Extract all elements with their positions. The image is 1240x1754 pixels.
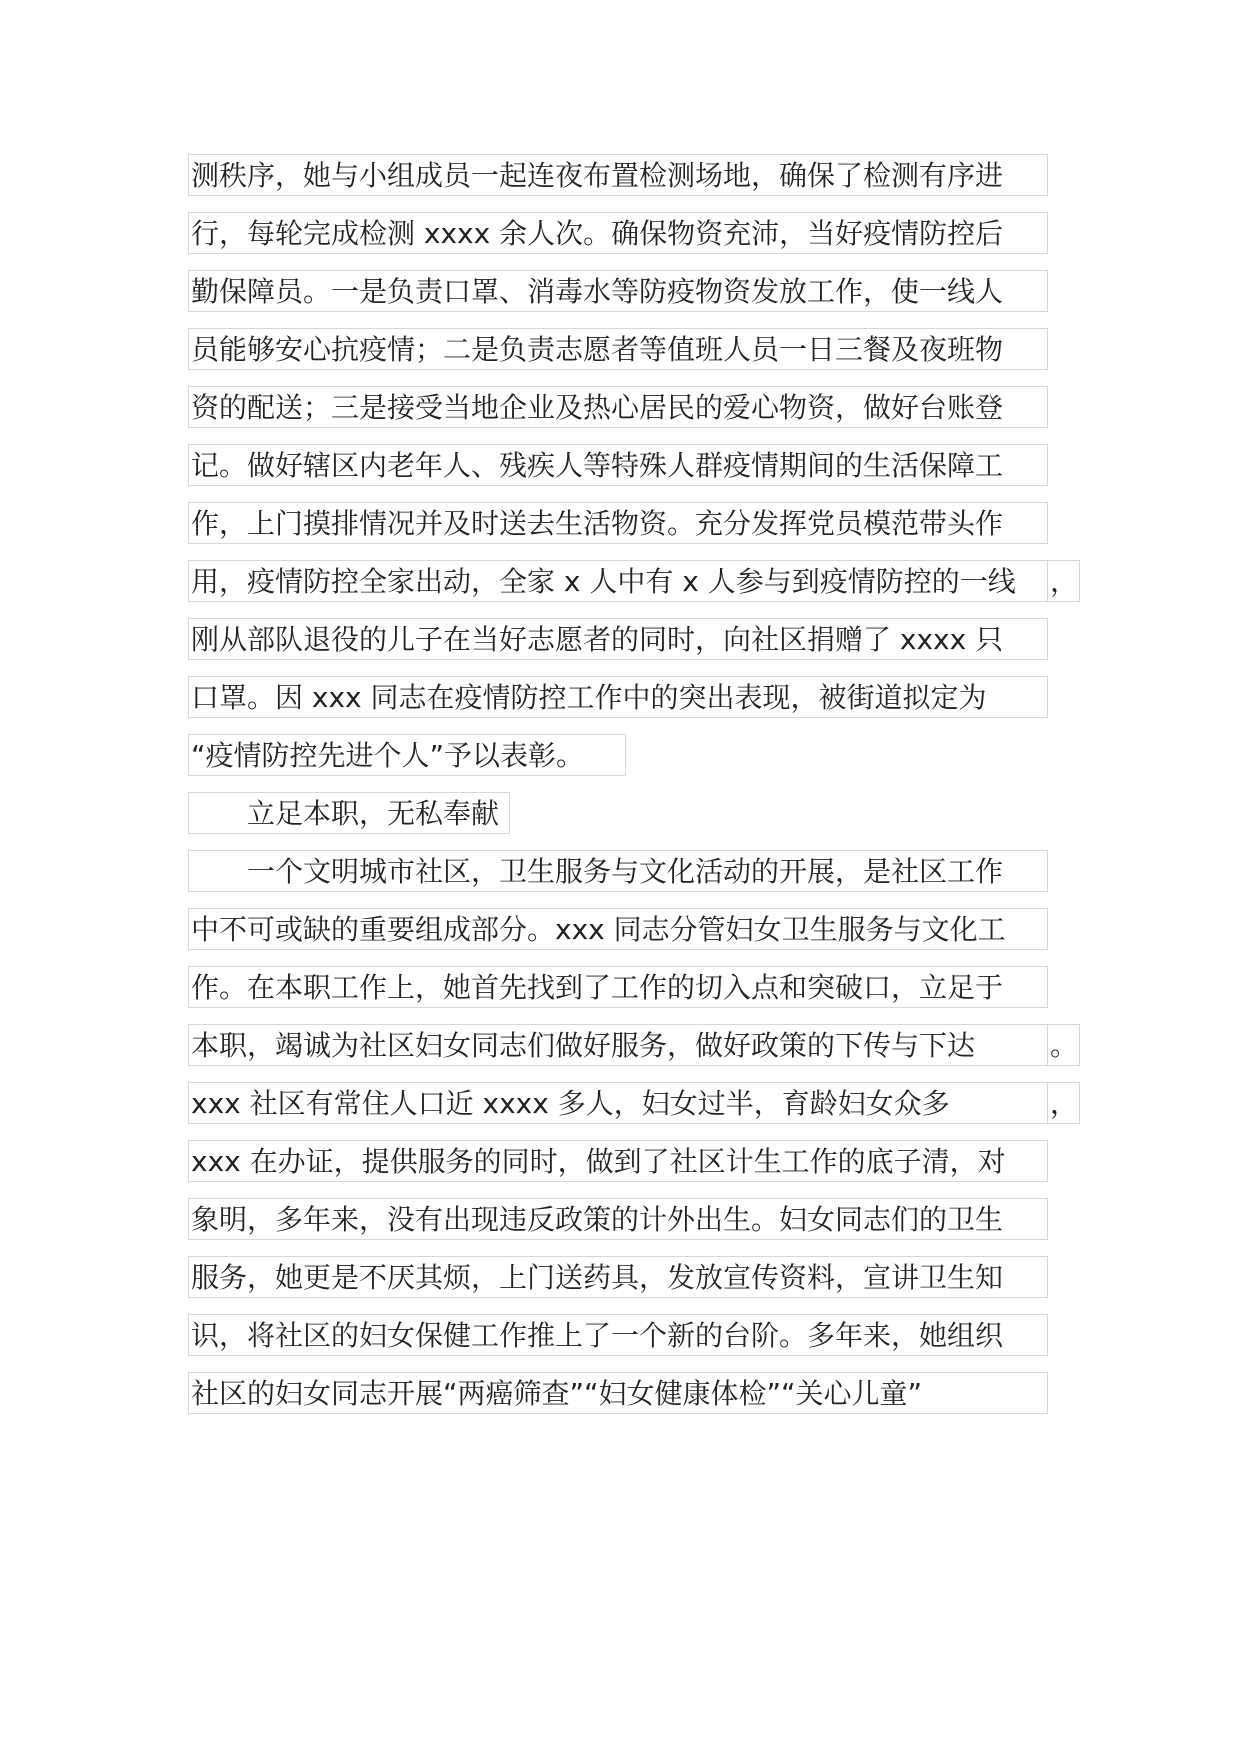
text-line-9: 刚从部队退役的儿子在当好志愿者的同时，向社区捐赠了 xxxx 只 — [188, 618, 1048, 660]
text-line-16: 本职，竭诚为社区妇女同志们做好服务，做好政策的下传与下达 — [188, 1024, 1048, 1066]
text-line-1: 测秩序，她与小组成员一起连夜布置检测场地，确保了检测有序进 — [188, 154, 1048, 196]
text-line-17-tail: ， — [1048, 1082, 1080, 1124]
text-line-19: 象明，多年来，没有出现违反政策的计外出生。妇女同志们的卫生 — [188, 1198, 1048, 1240]
text-line-8: 用，疫情防控全家出动，全家 x 人中有 x 人参与到疫情防控的一线 — [188, 560, 1048, 602]
text-line-20: 服务，她更是不厌其烦，上门送药具，发放宣传资料，宣讲卫生知 — [188, 1256, 1048, 1298]
text-line-15: 作。在本职工作上，她首先找到了工作的切入点和突破口，立足于 — [188, 966, 1048, 1008]
text-line-7: 作，上门摸排情况并及时送去生活物资。充分发挥党员模范带头作 — [188, 502, 1048, 544]
text-line-22: 社区的妇女同志开展“两癌筛查”“妇女健康体检”“关心儿童” — [188, 1372, 1048, 1414]
text-line-11: “疫情防控先进个人”予以表彰。 — [188, 734, 626, 776]
text-line-16-tail: 。 — [1048, 1024, 1080, 1066]
text-line-10: 口罩。因 xxx 同志在疫情防控工作中的突出表现，被街道拟定为 — [188, 676, 1048, 718]
text-line-21: 识，将社区的妇女保健工作推上了一个新的台阶。多年来，她组织 — [188, 1314, 1048, 1356]
text-line-13: 一个文明城市社区，卫生服务与文化活动的开展，是社区工作 — [188, 850, 1048, 892]
text-line-8-tail: ， — [1048, 560, 1080, 602]
text-line-18: xxx 在办证，提供服务的同时，做到了社区计生工作的底子清，对 — [188, 1140, 1048, 1182]
text-line-3: 勤保障员。一是负责口罩、消毒水等防疫物资发放工作，使一线人 — [188, 270, 1048, 312]
text-line-6: 记。做好辖区内老年人、残疾人等特殊人群疫情期间的生活保障工 — [188, 444, 1048, 486]
text-line-5: 资的配送；三是接受当地企业及热心居民的爱心物资，做好台账登 — [188, 386, 1048, 428]
text-line-14: 中不可或缺的重要组成部分。xxx 同志分管妇女卫生服务与文化工 — [188, 908, 1048, 950]
text-line-17: xxx 社区有常住人口近 xxxx 多人，妇女过半，育龄妇女众多 — [188, 1082, 1048, 1124]
section-heading: 立足本职，无私奉献 — [188, 792, 510, 834]
text-line-4: 员能够安心抗疫情；二是负责志愿者等值班人员一日三餐及夜班物 — [188, 328, 1048, 370]
text-line-2: 行，每轮完成检测 xxxx 余人次。确保物资充沛，当好疫情防控后 — [188, 212, 1048, 254]
